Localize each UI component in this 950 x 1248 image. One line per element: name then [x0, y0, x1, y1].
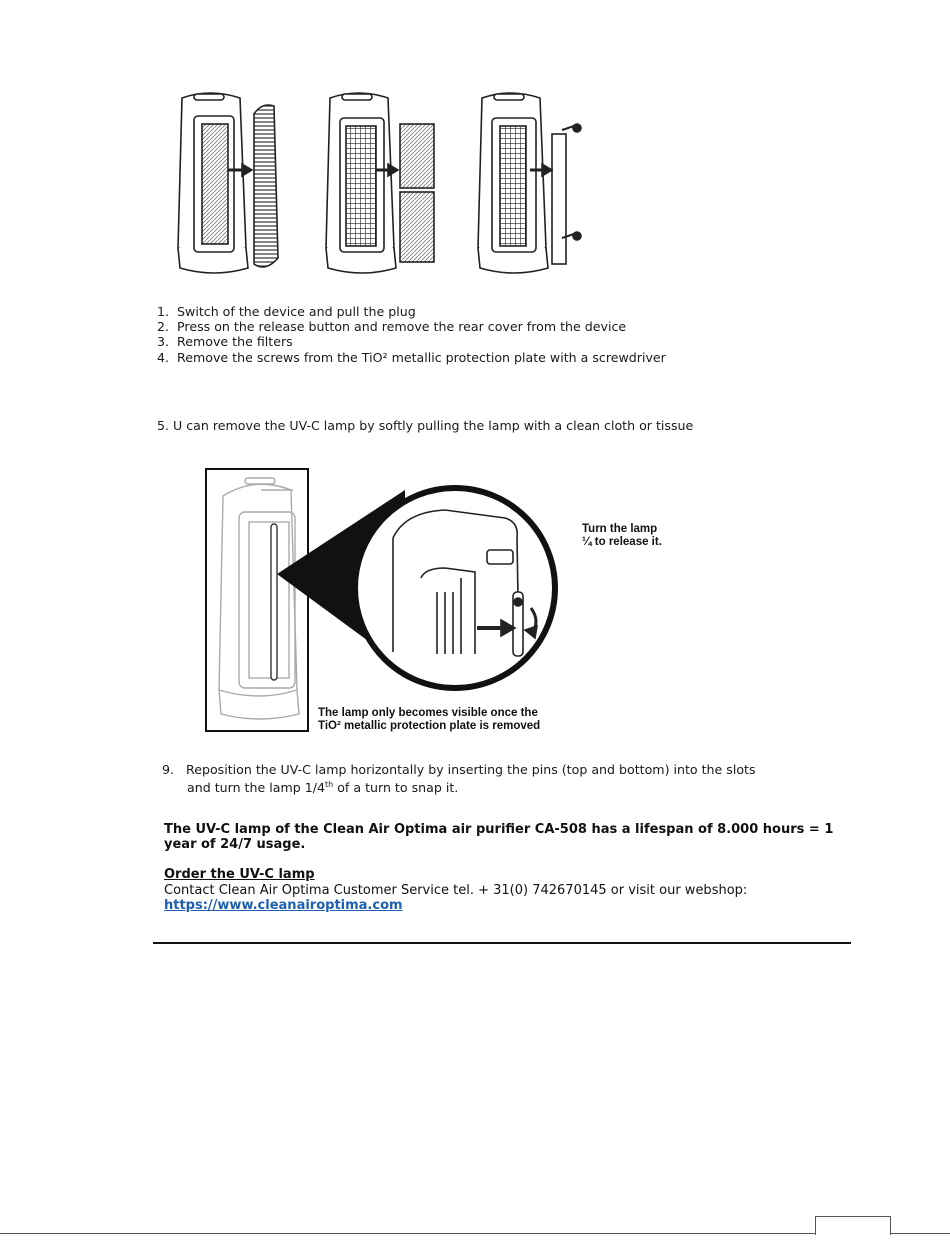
purifier-unit-1: [178, 93, 278, 273]
zoom-circle: [355, 488, 555, 688]
step-9-line1: 9. Reposition the UV-C lamp horizontally by inserting the pins (top and bottom) into the slots: [162, 762, 756, 777]
callout-turn-line2: ¼ to release it.: [582, 536, 662, 548]
callout-visible-line1: The lamp only becomes visible once the: [318, 707, 538, 719]
step-5: 5. U can remove the UV-C lamp by softly pulling the lamp with a clean cloth or tissue: [157, 418, 694, 433]
purifier-unit-3: [478, 93, 581, 273]
step-9: [162, 762, 756, 796]
order-heading: Order the UV-C lamp: [164, 867, 315, 882]
callout-visible-line2: TiO² metallic protection plate is removed: [318, 720, 541, 732]
purifier-unit-2: [326, 93, 434, 273]
contact-text: Contact Clean Air Optima Customer Service tel. + 31(0) 742670145 or visit our webshop:: [164, 883, 748, 898]
step-1: 1. Switch of the device and pull the plug: [157, 304, 416, 319]
lamp-detail-illustration: [205, 468, 662, 733]
step-2: 2. Press on the release button and remove the rear cover from the device: [157, 319, 627, 335]
footer-line: [0, 1233, 950, 1234]
page-number-tab: [815, 1216, 891, 1235]
step-4: 4. Remove the screws from the TiO² metallic protection plate with a screwdriver: [157, 349, 666, 365]
section-divider: [153, 942, 851, 944]
webshop-link[interactable]: https://www.cleanairoptima.com: [164, 898, 403, 913]
uv-lamp: [271, 524, 277, 680]
callout-turn-line1: Turn the lamp: [582, 523, 658, 535]
steps-list: [157, 304, 666, 365]
lifespan-note: The UV-C lamp of the Clean Air Optima air purifier CA-508 has a lifespan of 8.000 hours = 1 year of 24/7 usage.: [164, 822, 834, 853]
step-9-line2: and turn the lamp 1/4th of a turn to snap it.: [187, 780, 459, 796]
step-3: 3. Remove the filters: [157, 334, 293, 350]
disassembly-illustration: [170, 88, 590, 284]
